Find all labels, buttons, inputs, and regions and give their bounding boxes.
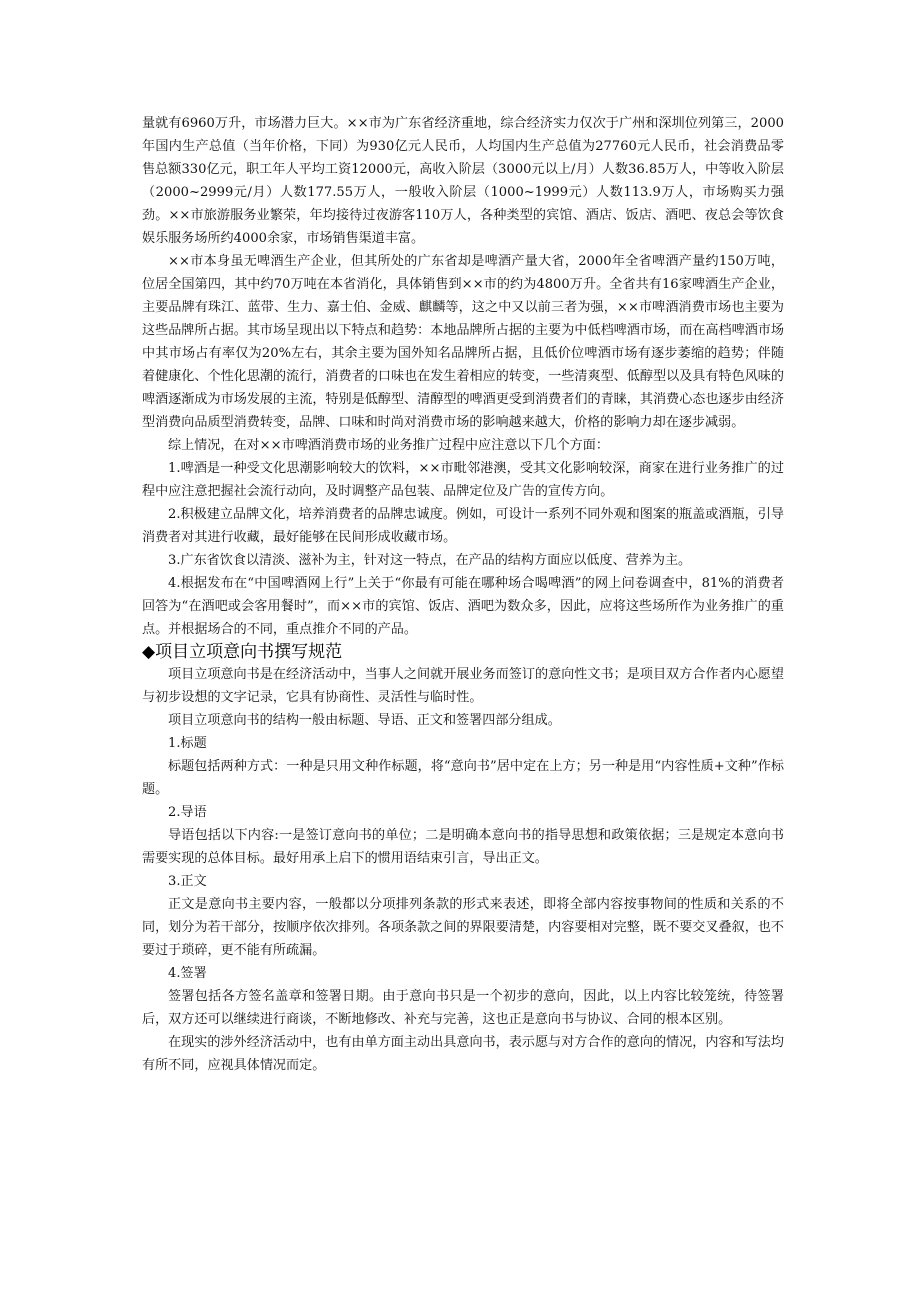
section-heading: ◆项目立项意向书撰写规范 xyxy=(142,642,343,662)
paragraph-closing: 在现实的涉外经济活动中，也有由单方面主动出具意向书，表示愿与对方合作的意向的情况，内容和写法均有所不同，应视具体情况而定。 xyxy=(142,1035,784,1073)
paragraph-signature: 签署包括各方签名盖章和签署日期。由于意向书只是一个初步的意向，因此，以上内容比较笼统，待签署后，双方还可以继续进行商谈，不断地修改、补充与完善，这也正是意向书与协议、合同的根本区别。 xyxy=(142,989,784,1027)
paragraph-summary-intro: 综上情况，在对××市啤酒消费市场的业务推广过程中应注意以下几个方面： xyxy=(168,438,609,453)
paragraph-title: 标题包括两种方式：一种是只用文种作标题，将“意向书”居中定在上方；另一种是用“内容性质+文种”作标题。 xyxy=(142,759,784,797)
paragraph-market-overview: 量就有6960万升，市场潜力巨大。××市为广东省经济重地，综合经济实力仅次于广州和深圳位列第三，2000年国内生产总值（当年价格，下同）为930亿元人民币，人均国内生产总值为27760元人民币，社会消费品零售总额330亿元，职工年人平均工资12000元，高收入阶层（3000元以上/月）人数36.85万人，中等收入阶层（2000~2999元/月）人数177.55万人，一般收入阶层（1000~1999元）人数113.9万人，市场购买力强劲。××市旅游服务业繁荣，年均接待过夜游客110万人，各种类型的宾馆、酒店、饭店、酒吧、夜总会等饮食娱乐服务场所约4000余家，市场销售渠道丰富。 xyxy=(142,116,784,246)
paragraph-intro: 导语包括以下内容:一是签订意向书的单位；二是明确本意向书的指导思想和政策依据；三是规定本意向书需要实现的总体目标。最好用承上启下的惯用语结束引言，导出正文。 xyxy=(142,828,784,866)
subheading-signature: 4.签署 xyxy=(168,966,207,981)
subheading-title: 1.标题 xyxy=(168,736,207,751)
list-item-2: 2.积极建立品牌文化，培养消费者的品牌忠诚度。例如，可设计一系列不同外观和图案的瓶盖或酒瓶，引导消费者对其进行收藏，最好能够在民间形成收藏市场。 xyxy=(142,507,784,545)
paragraph-body: 正文是意向书主要内容，一般都以分项排列条款的形式来表述，即将全部内容按事物间的性质和关系的不同，划分为若干部分，按顺序依次排列。各项条款之间的界限要清楚，内容要相对完整，既不要交叉叠叙，也不要过于琐碎，更不能有所疏漏。 xyxy=(142,897,784,958)
subheading-body: 3.正文 xyxy=(168,874,207,889)
list-item-4: 4.根据发布在“中国啤酒网上行”上关于“你最有可能在哪种场合喝啤酒”的网上问卷调查中，81%的消费者回答为“在酒吧或会客用餐时”，而××市的宾馆、饭店、酒吧为数众多，因此，应将这些场所作为业务推广的重点。并根据场合的不同，重点推介不同的产品。 xyxy=(142,576,784,637)
list-item-3: 3.广东省饮食以清淡、滋补为主，针对这一特点，在产品的结构方面应以低度、营养为主。 xyxy=(168,553,692,568)
list-item-1: 1.啤酒是一种受文化思潮影响较大的饮料，××市毗邻港澳，受其文化影响较深，商家在进行业务推广的过程中应注意把握社会流行动向，及时调整产品包装、品牌定位及广告的宣传方向。 xyxy=(142,461,784,499)
subheading-intro: 2.导语 xyxy=(168,805,207,820)
document-page xyxy=(142,112,784,1077)
paragraph-beer-industry: ××市本身虽无啤酒生产企业，但其所处的广东省却是啤酒产量大省，2000年全省啤酒产量约150万吨，位居全国第四，其中约70万吨在本省消化，具体销售到××市的约为4800万升。全省共有16家啤酒生产企业，主要品牌有珠江、蓝带、生力、嘉士伯、金威、麒麟等，这之中又以前三者为强，××市啤酒消费市场也主要为这些品牌所占据。其市场呈现出以下特点和趋势：本地品牌所占据的主要为中低档啤酒市场，而在高档啤酒市场中其市场占有率仅为20%左右，其余主要为国外知名品牌所占据，且低价位啤酒市场有逐步萎缩的趋势；伴随着健康化、个性化思潮的流行，消费者的口味也在发生着相应的转变，一些清爽型、低醇型以及具有特色风味的啤酒逐渐成为市场发展的主流，特别是低醇型、清醇型的啤酒更受到消费者们的青睐，其消费心态也逐步由经济型消费向品质型消费转变，品牌、口味和时尚对消费市场的影响越来越大，价格的影响力却在逐步减弱。 xyxy=(142,254,784,430)
paragraph-definition: 项目立项意向书是在经济活动中，当事人之间就开展业务而签订的意向性文书；是项目双方合作者内心愿望与初步设想的文字记录，它具有协商性、灵活性与临时性。 xyxy=(142,667,784,705)
paragraph-structure: 项目立项意向书的结构一般由标题、导语、正文和签署四部分组成。 xyxy=(168,713,561,728)
